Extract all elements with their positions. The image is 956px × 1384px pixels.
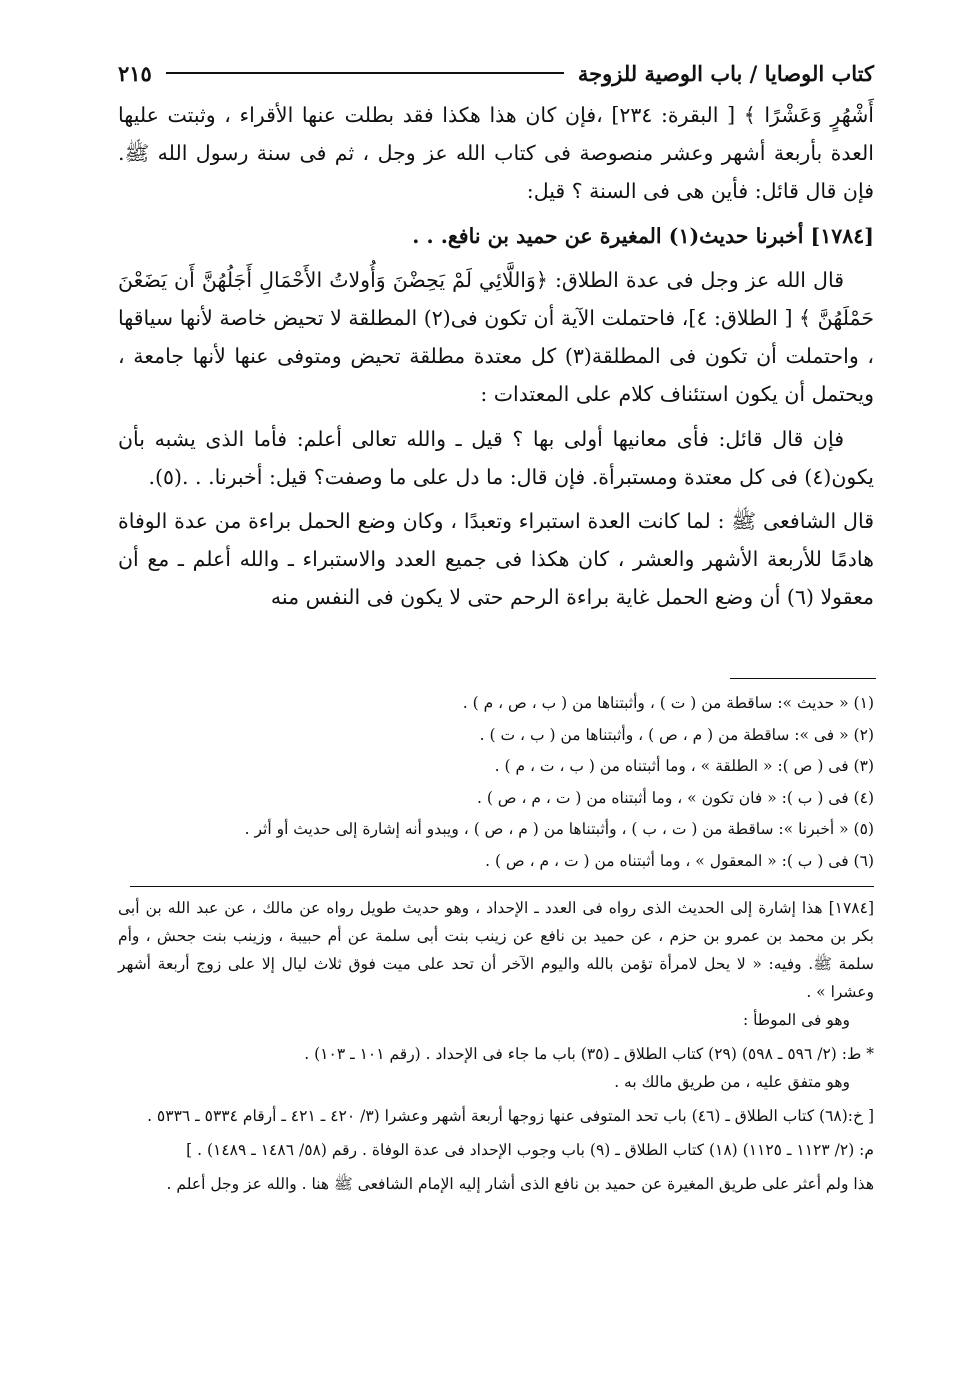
footnote-1: (١) « حديث »: ساقطة من ( ت ) ، وأثبتناها من ( ب ، ص ، م ) . — [462, 694, 874, 712]
note-3: * ط: (٢/ ٥٩٦ ـ ٥٩٨) (٢٩) كتاب الطلاق ـ (٣٥) باب ما جاء فى الإحداد . (رقم ١٠١ ـ ١٠٣) . — [304, 1045, 874, 1063]
paragraph-5: قال الشافعى ﷺ : لما كانت العدة استبراء وتعبدًا ، وكان وضع الحمل براءة من عدة الوفاة هادمًا للأربعة الأشهر والعشر ، كان هكذا فى جميع العدد والاستبراء ـ والله أعلم ـ مع أن معقولا (٦) أن وضع الحمل غاية براءة الرحم حتى لا يكون فى النفس منه — [118, 509, 874, 610]
footnote-2: (٢) « فى »: ساقطة من ( م ، ص ) ، وأثبتناها من ( ب ، ت ) . — [479, 725, 874, 744]
running-title: كتاب الوصايا / باب الوصية للزوجة — [577, 60, 874, 86]
footnotes — [118, 688, 874, 877]
takhrij-notes — [118, 894, 874, 1198]
note-5: [ خ:(٦٨) كتاب الطلاق ـ (٤٦) باب تحد المتوفى عنها زوجها أربعة أشهر وعشرا (٣/ ٤٢٠ ـ ٤٢١ ـ أرقام ٥٣٣٤ ـ ٥٣٣٦ . — [147, 1107, 874, 1125]
note-2: وهو فى الموطأ : — [742, 1011, 850, 1029]
note-4: وهو متفق عليه ، من طريق مالك به . — [614, 1073, 850, 1091]
paragraph-1: أَشْهُرٍ وَعَشْرًا ﴾ [ البقرة: ٢٣٤] ،فإن كان هذا هكذا فقد بطلت عنها الأقراء ، وثبتت عليها العدة بأربعة أشهر وعشر منصوصة فى كتاب الله عز وجل ، ثم فى سنة رسول الله ﷺ. فإن قال قائل: فأين هى فى السنة ؟ قيل: — [118, 103, 874, 204]
page-header — [118, 56, 874, 90]
footnote-3: (٣) فى ( ص ): « الطلقة » ، وما أثبتناه من ( ب ، ت ، م ) . — [494, 757, 874, 775]
paragraph-4: فإن قال قائل: فأى معانيها أولى بها ؟ قيل ـ والله تعالى أعلم: فأما الذى يشبه بأن يكون(٤) فى كل معتدة ومستبرأة. فإن قال: ما دل على ما وصفت؟ قيل: أخبرنا. . .(٥). — [118, 426, 874, 489]
note-1: [١٧٨٤] هذا إشارة إلى الحديث الذى رواه فى العدد ـ الإحداد ، وهو حديث طويل رواه عن مالك ، عن عبد الله بن أبى بكر بن محمد بن عمرو بن حزم ، عن حميد بن نافع عن زينب بنت أبى سلمة عن أم حبيبة ، وزينب بنت جحش ، وأم سلمة ﷺ. وفيه: « لا يحل لامرأة تؤمن بالله واليوم الآخر أن تحد على ميت فوق ثلاث ليال إلا على زوج أربعة أشهر وعشرا » . — [118, 899, 874, 1001]
note-7: هذا ولم أعثر على طريق المغيرة عن حميد بن نافع الذى أشار إليه الإمام الشافعى ﷺ هنا . والله عز وجل أعلم . — [166, 1175, 874, 1193]
footnote-4: (٤) فى ( ب ): « فان تكون » ، وما أثبتناه من ( ت ، م ، ص ) . — [476, 788, 874, 807]
footnote-6: (٦) فى ( ب ): « المعقول » ، وما أثبتناه من ( ت ، م ، ص ) . — [485, 851, 874, 870]
header-rule — [166, 72, 564, 74]
note-6: م: (٢/ ١١٢٣ ـ ١١٢٥) (١٨) كتاب الطلاق ـ (٩) باب وجوب الإحداد فى عدة الوفاة . رقم (٥٨/ ١٤٨٦ ـ ١٤٨٩) . ] — [186, 1141, 874, 1159]
footnote-5: (٥) « أخبرنا »: ساقطة من ( ت ، ب ) ، وأثبتناها من ( م ، ص ) ، ويبدو أنه إشارة إلى حديث أو أثر . — [244, 820, 874, 838]
main-text — [118, 96, 874, 617]
footnote-separator — [730, 678, 876, 679]
page-number: ٢١٥ — [118, 60, 152, 86]
paragraph-3: قال الله عز وجل فى عدة الطلاق: ﴿وَاللَّائِي لَمْ يَحِضْنَ وَأُولاتُ الأَحْمَالِ أَجَلُهُنَّ أَن يَضَعْنَ حَمْلَهُنَّ ﴾ [ الطلاق: ٤]، فاحتملت الآية أن تكون فى(٢) المطلقة لا تحيض خاصة لأنها سياقها ، واحتملت أن تكون فى المطلقة(٣) كل معتدة مطلقة تحيض ومتوفى عنها لأنها جامعة ، ويحتمل أن يكون استئناف كلام على المعتدات : — [118, 267, 875, 407]
notes-separator — [130, 886, 874, 887]
hadith-reference: [١٧٨٤] أخبرنا حديث(١) المغيرة عن حميد بن نافع. . . — [412, 223, 874, 248]
